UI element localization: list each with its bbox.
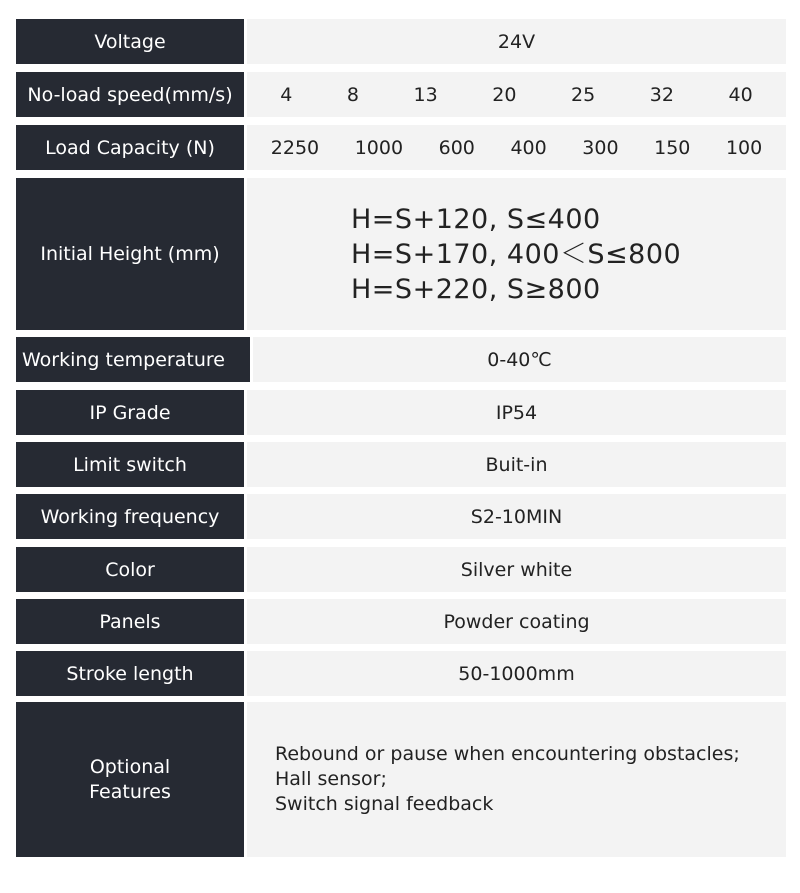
height-label: Initial Height (mm) — [16, 178, 244, 330]
stroke-value: 50-1000mm — [247, 651, 786, 696]
row-limit — [16, 442, 786, 487]
height-formulas — [247, 178, 786, 330]
frequency-value: S2-10MIN — [247, 494, 786, 539]
height-formula-line: H=S+120, S≤400 — [351, 203, 601, 235]
speed-value: 32 — [649, 83, 674, 106]
row-load — [16, 125, 786, 170]
stroke-label: Stroke length — [16, 651, 244, 696]
optional-features — [247, 702, 786, 857]
load-values — [247, 125, 786, 170]
speed-value: 25 — [571, 83, 596, 106]
load-value: 600 — [438, 136, 475, 159]
feature-line: Switch signal feedback — [275, 793, 494, 815]
speed-value: 20 — [492, 83, 517, 106]
row-ip — [16, 390, 786, 435]
speed-values — [247, 72, 786, 117]
frequency-label: Working frequency — [16, 494, 244, 539]
row-height — [16, 178, 786, 330]
temperature-label: Working temperature — [16, 337, 250, 382]
load-value: 100 — [725, 136, 763, 159]
speed-label: No-load speed(mm/s) — [16, 72, 244, 117]
voltage-value: 24V — [247, 19, 786, 64]
optional-label-line: Optional — [89, 755, 171, 778]
limit-label: Limit switch — [16, 442, 244, 487]
panels-value: Powder coating — [247, 599, 786, 644]
row-temperature — [16, 337, 786, 382]
row-panels — [16, 599, 786, 644]
color-value: Silver white — [247, 547, 786, 592]
row-frequency — [16, 494, 786, 539]
row-optional — [16, 702, 786, 857]
optional-label — [16, 702, 244, 857]
limit-value: Buit-in — [247, 442, 786, 487]
speed-value: 40 — [728, 83, 753, 106]
load-value: 150 — [654, 136, 691, 159]
height-formula-line: H=S+170, 400＜S≤800 — [351, 238, 682, 270]
panels-label: Panels — [16, 599, 244, 644]
load-label: Load Capacity (N) — [16, 125, 244, 170]
speed-value: 8 — [346, 83, 359, 106]
color-label: Color — [16, 547, 244, 592]
row-stroke — [16, 651, 786, 696]
ip-label: IP Grade — [16, 390, 244, 435]
speed-value: 4 — [280, 83, 293, 106]
height-formula-line: H=S+220, S≥800 — [351, 273, 601, 305]
feature-line: Rebound or pause when encountering obstacles; — [275, 743, 740, 765]
load-value: 2250 — [270, 136, 320, 159]
row-color — [16, 547, 786, 592]
temperature-value: 0-40℃ — [253, 337, 786, 382]
optional-label-line: Features — [89, 780, 171, 803]
load-value: 1000 — [354, 136, 404, 159]
load-value: 400 — [510, 136, 547, 159]
ip-value: IP54 — [247, 390, 786, 435]
row-voltage — [16, 19, 786, 64]
speed-value: 13 — [413, 83, 438, 106]
feature-line: Hall sensor; — [275, 768, 387, 790]
row-speed — [16, 72, 786, 117]
load-value: 300 — [582, 136, 619, 159]
voltage-label: Voltage — [16, 19, 244, 64]
